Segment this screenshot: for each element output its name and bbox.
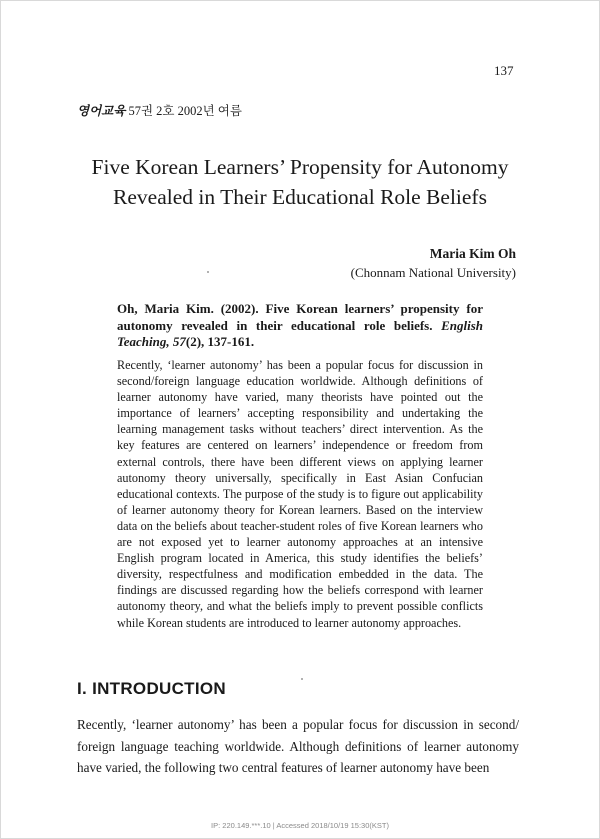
author-affiliation: (Chonnam National University) [350,265,516,280]
citation-tail: (2), 137-161. [185,334,255,349]
title-line-2: Revealed in Their Educational Role Beliefs [113,185,487,209]
access-stamp: IP: 220.149.***.10 | Accessed 2018/10/19 15:30(KST) [211,821,389,830]
section-heading: I. INTRODUCTION [77,679,226,698]
citation [117,301,483,351]
abstract: Recently, ‘learner autonomy’ has been a popular focus for discussion in second/foreign language education worldwide. Although definitions of learner autonomy have varied, many theorists have pointed out the importance of learners’ accepting responsibility and undertaking the learning management tasks without teachers’ direct intervention. As the key features are centered on learners’ independence or freedom from external controls, there have been different views on applying learner autonomy theory universally, specifically in East Asian Confucian educational contexts. The purpose of the study is to figure out applicability of learner autonomy theory for Korean learners. Based on the interview data on the beliefs about teacher-student roles of five Korean learners who are not exposed yet to learner autonomy approaches at an intensive English program located in America, this study identifies the beliefs’ diversity, respectfulness and modification embedded in the data. The findings are discussed regarding how the beliefs correspond with learner autonomy theory, and what the beliefs imply to prevent possible conflicts while Korean students are introduced to learner autonomy approaches. [117,358,483,630]
page-number: 137 [494,63,514,78]
citation-journal: English Teaching, 57 [117,317,483,349]
citation-lead: Oh, Maria Kim. (2002). Five Korean learners’ propensity for autonomy revealed in their educational role beliefs. [117,301,483,333]
paper-title [60,152,540,212]
scan-speck [207,271,209,273]
title-line-1: Five Korean Learners’ Propensity for Autonomy [91,155,509,179]
scan-speck [301,678,303,680]
body-paragraph: Recently, ‘learner autonomy’ has been a popular focus for discussion in second/ foreign language teaching worldwide. Although definitions of learner autonomy have varied, the following two central features of learner autonomy have been [77,717,519,775]
journal-issue: 57권 2호 2002년 여름 [128,104,242,118]
journal-name: 영어교육 [77,104,126,118]
author-name: Maria Kim Oh [429,246,516,261]
journal-line [77,101,242,119]
